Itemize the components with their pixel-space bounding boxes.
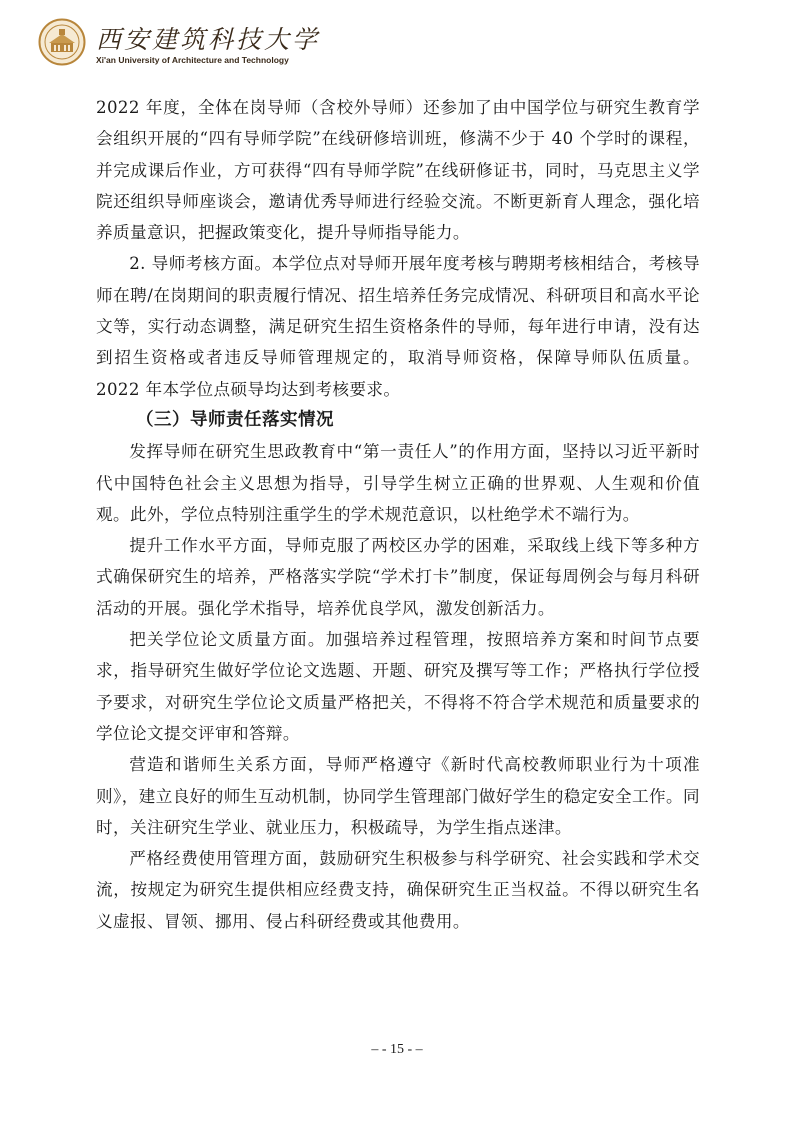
page-number: – - 15 - –	[371, 1042, 423, 1057]
paragraph-tutor-training: 2022 年度，全体在岗导师（含校外导师）还参加了由中国学位与研究生教育学会组织开展的“四有导师学院”在线研修培训班，修满不少于 40 个学时的课程，并完成课后作业，方可获得“四有导师学院”在线研修证书，同时，马克思主义学院还组织导师座谈会，邀请优秀导师进行经验交流。不断更新育人理念，强化培养质量意识，把握政策变化，提升导师指导能力。	[96, 98, 700, 243]
university-name-en: Xi'an University of Architecture and Technology	[96, 55, 289, 65]
document-body	[96, 92, 700, 937]
paragraph-work-level: 提升工作水平方面，导师克服了两校区办学的困难，采取线上线下等多种方式确保研究生的培养，严格落实学院“学术打卡”制度，保证每周例会与每月科研活动的开展。强化学术指导，培养优良学风，激发创新活力。	[96, 536, 700, 618]
section-heading: （三）导师责任落实情况	[136, 409, 334, 430]
university-logo-icon	[38, 18, 86, 66]
paragraph-funding-management: 严格经费使用管理方面，鼓励研究生积极参与科学研究、社会实践和学术交流，按规定为研究生提供相应经费支持，确保研究生正当权益。不得以研究生名义虚报、冒领、挪用、侵占科研经费或其他费用。	[96, 849, 700, 931]
paragraph-teacher-student-relations: 营造和谐师生关系方面，导师严格遵守《新时代高校教师职业行为十项准则》，建立良好的师生互动机制，协同学生管理部门做好学生的稳定安全工作。同时，关注研究生学业、就业压力，积极疏导，为学生指点迷津。	[96, 755, 700, 837]
paragraph-tutor-assessment: 2. 导师考核方面。本学位点对导师开展年度考核与聘期考核相结合，考核导师在聘/在岗期间的职责履行情况、招生培养任务完成情况、科研项目和高水平论文等，实行动态调整，满足研究生招生资格条件的导师，每年进行申请，没有达到招生资格或者违反导师管理规定的，取消导师资格，保障导师队伍质量。2022 年本学位点硕导均达到考核要求。	[96, 254, 700, 399]
page-header	[38, 18, 338, 78]
paragraph-ideological-education: 发挥导师在研究生思政教育中“第一责任人”的作用方面，坚持以习近平新时代中国特色社会主义思想为指导，引导学生树立正确的世界观、人生观和价值观。此外，学位点特别注重学生的学术规范意识，以杜绝学术不端行为。	[96, 442, 700, 524]
paragraph-thesis-quality: 把关学位论文质量方面。加强培养过程管理，按照培养方案和时间节点要求，指导研究生做好学位论文选题、开题、研究及撰写等工作；严格执行学位授予要求，对研究生学位论文质量严格把关，不得将不符合学术规范和质量要求的学位论文提交评审和答辩。	[96, 630, 700, 743]
university-name-cn: 西安建筑科技大学	[96, 25, 321, 54]
